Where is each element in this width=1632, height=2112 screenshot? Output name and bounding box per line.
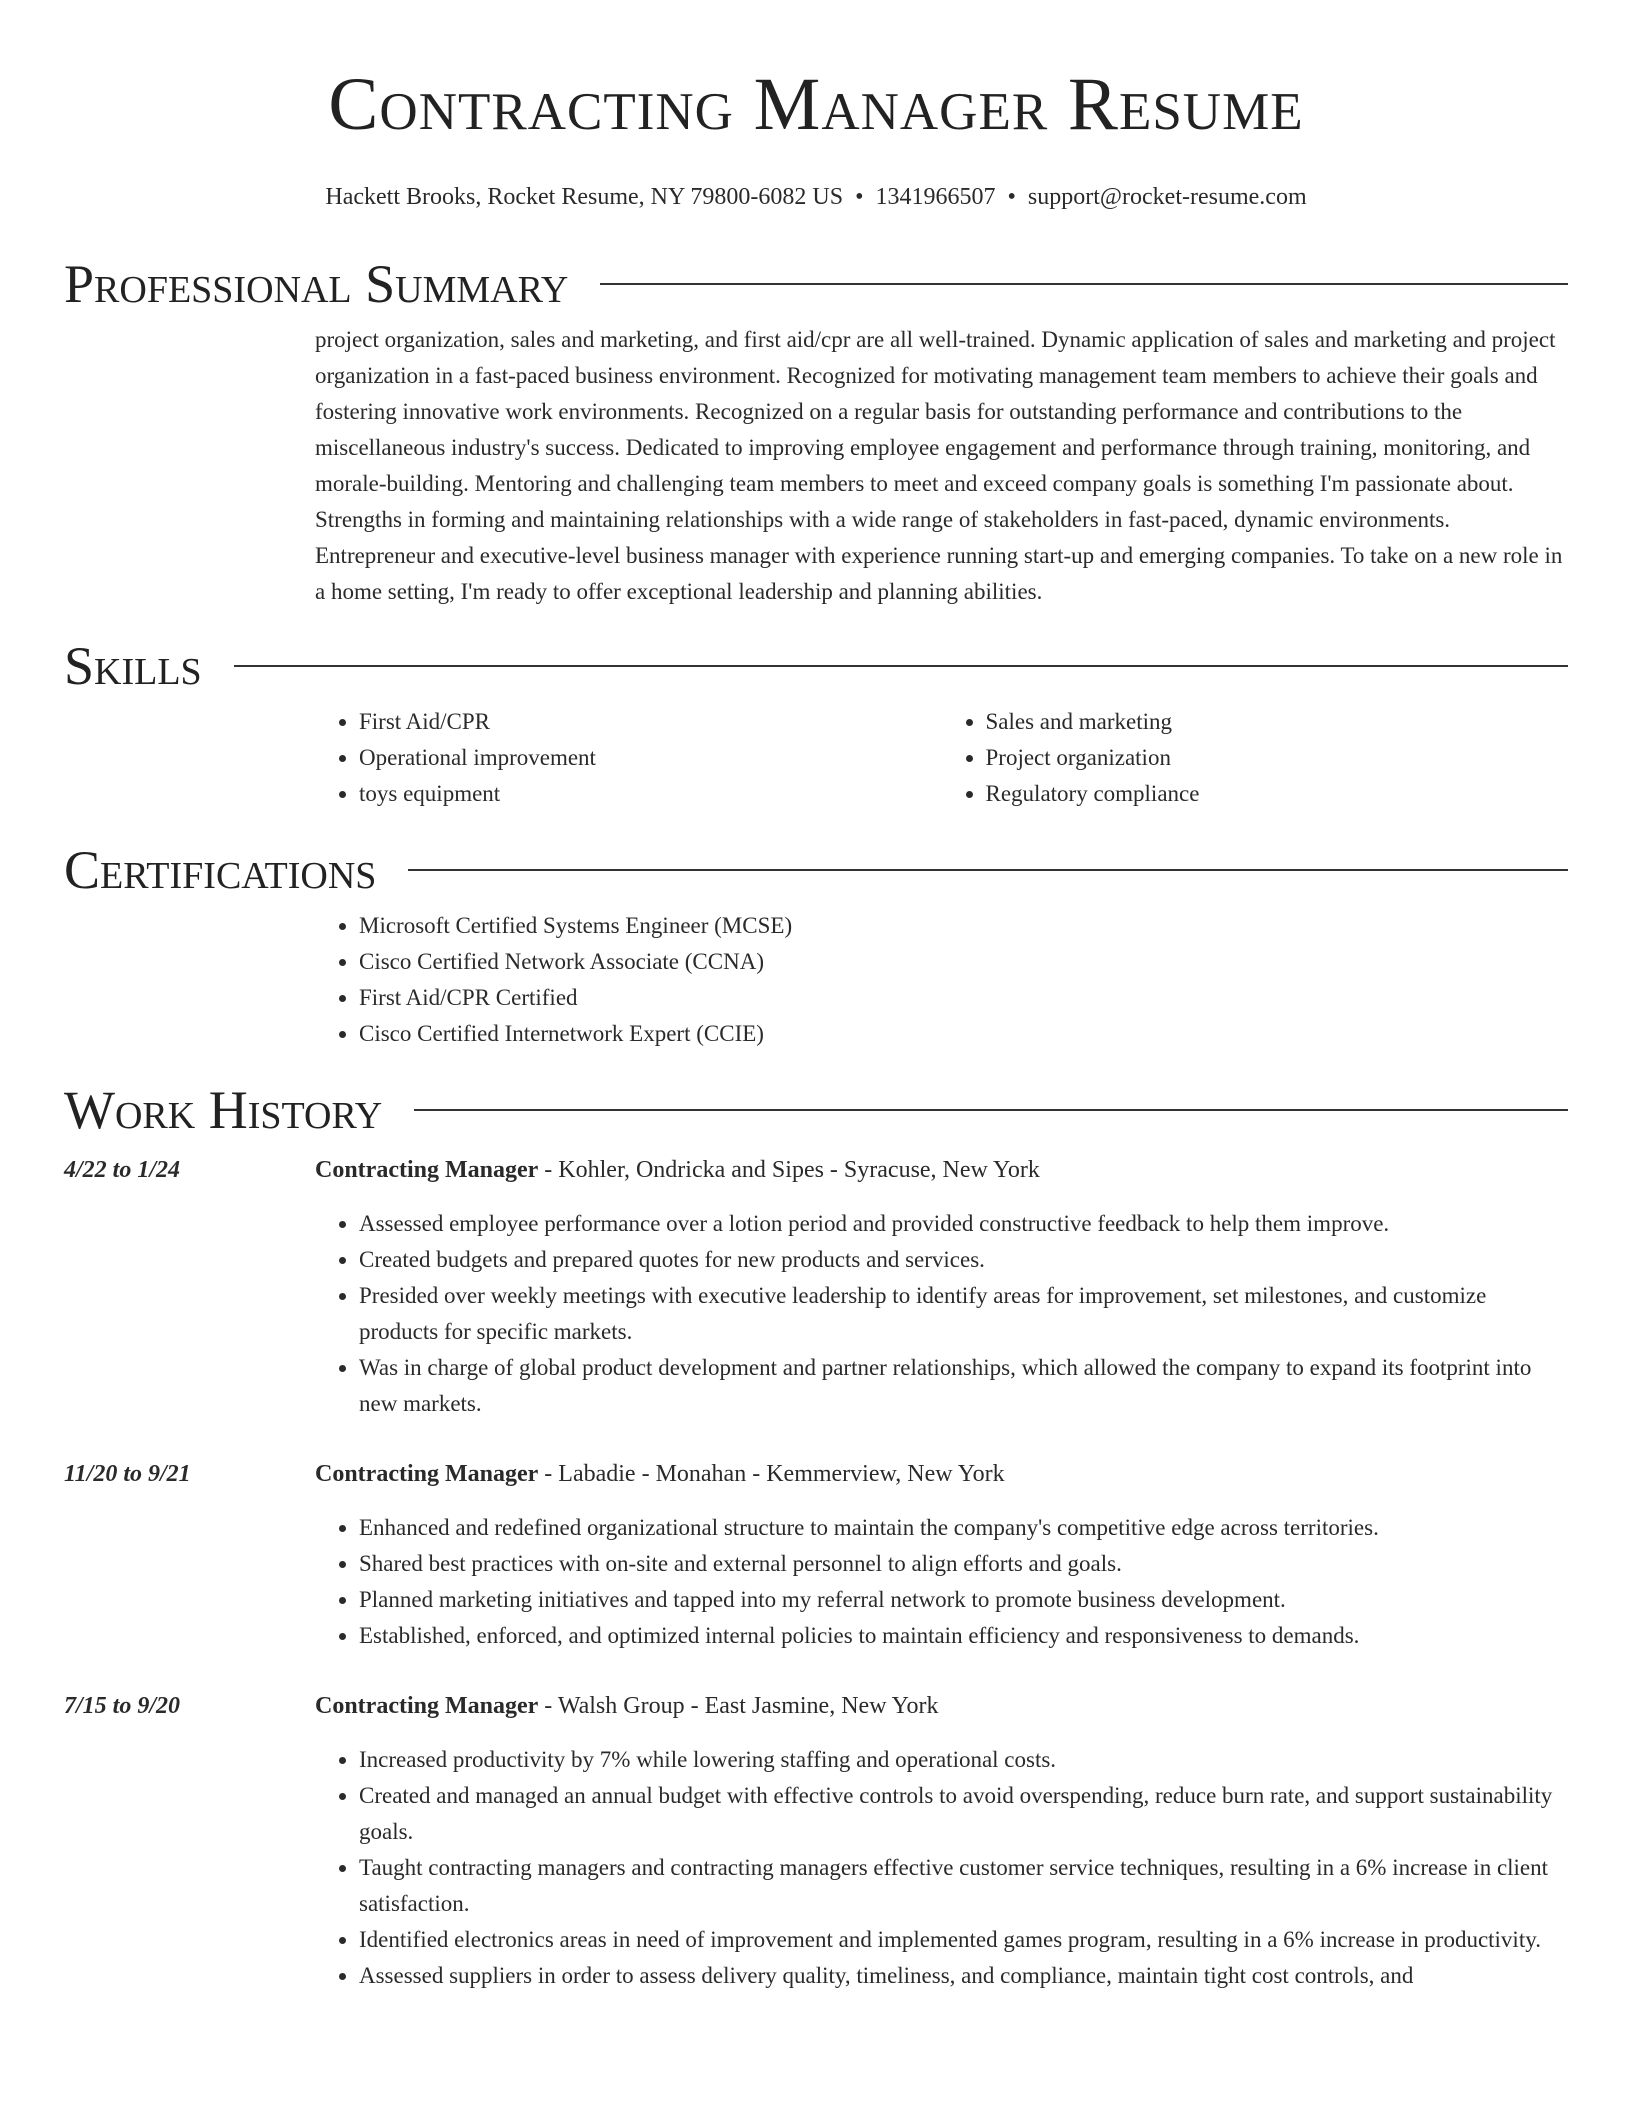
section-heading-skills: Skills xyxy=(64,636,202,696)
section-header-skills xyxy=(64,636,1568,696)
job-bullet: • Identified electronics areas in need of improvement and implemented games program, resulting in a 6% increase in productivity. xyxy=(359,1922,1568,1958)
section-divider xyxy=(414,1109,1568,1111)
job-entry xyxy=(64,1688,1568,1994)
job-entry xyxy=(64,1152,1568,1422)
skill-item: • toys equipment xyxy=(359,776,942,812)
job-bullet: • Created budgets and prepared quotes for new products and services. xyxy=(359,1242,1568,1278)
job-dates: 4/22 to 1/24 xyxy=(64,1157,181,1183)
section-header-summary xyxy=(64,254,1568,314)
certification-item: • Cisco Certified Internetwork Expert (CCIE) xyxy=(359,1016,1568,1052)
job-bullet: • Enhanced and redefined organizational structure to maintain the company's competitive edge across territories. xyxy=(359,1510,1568,1546)
section-header-work-history xyxy=(64,1080,1568,1140)
job-bullet: • Was in charge of global product development and partner relationships, which allowed the company to expand its footprint into new markets. xyxy=(359,1350,1568,1422)
job-details xyxy=(315,1688,1568,1994)
skill-item: • Operational improvement xyxy=(359,740,942,776)
section-heading-certifications: Certifications xyxy=(64,840,377,900)
section-heading-work-history: Work History xyxy=(64,1080,383,1140)
job-role: Contracting Manager xyxy=(315,1693,539,1719)
section-divider xyxy=(408,869,1568,871)
job-bullet: • Created and managed an annual budget with effective controls to avoid overspending, reduce burn rate, and support sustainability goals. xyxy=(359,1778,1568,1850)
job-bullets xyxy=(315,1510,1568,1654)
job-role: Contracting Manager xyxy=(315,1461,539,1487)
skills-grid xyxy=(315,704,1568,812)
contact-line xyxy=(64,182,1568,212)
contact-email[interactable]: support@rocket-resume.com xyxy=(1027,184,1307,210)
job-title-line xyxy=(315,1456,1568,1492)
job-bullet: • Assessed employee performance over a lotion period and provided constructive feedback to help them improve. xyxy=(359,1206,1568,1242)
certification-item: • Microsoft Certified Systems Engineer (MCSE) xyxy=(359,908,1568,944)
job-bullet: • Presided over weekly meetings with executive leadership to identify areas for improvement, set milestones, and customize products for specific markets. xyxy=(359,1278,1568,1350)
skills-list-left xyxy=(315,704,942,812)
job-details xyxy=(315,1152,1568,1422)
contact-separator: • xyxy=(1007,184,1016,210)
job-bullet: • Shared best practices with on-site and external personnel to align efforts and goals. xyxy=(359,1546,1568,1582)
job-employer: - Labadie - Monahan - Kemmerview, New York xyxy=(538,1461,1005,1487)
contact-separator: • xyxy=(855,184,864,210)
job-dates: 7/15 to 9/20 xyxy=(64,1693,181,1719)
job-bullet: • Assessed suppliers in order to assess delivery quality, timeliness, and compliance, maintain tight cost controls, and xyxy=(359,1958,1568,1994)
job-dates: 11/20 to 9/21 xyxy=(64,1461,191,1487)
job-details xyxy=(315,1456,1568,1654)
summary-paragraph: project organization, sales and marketing, and first aid/cpr are all well-trained. Dynamic application of sales and marketing and project organization in a fast-paced business environment. Recognized for motivating management team members to achieve their goals and fostering innovative work environments. Recognized on a regular basis for outstanding performance and contributions to the miscellaneous industry's success. Dedicated to improving employee engagement and performance through training, monitoring, and morale-building. Mentoring and challenging team members to meet and exceed company goals is something I'm passionate about. Strengths in forming and maintaining relationships with a wide range of stakeholders in fast-paced, dynamic environments. Entrepreneur and executive-level business manager with experience running start-up and emerging companies. To take on a new role in a home setting, I'm ready to offer exceptional leadership and planning abilities. xyxy=(315,327,1563,604)
certification-item: • Cisco Certified Network Associate (CCNA) xyxy=(359,944,1568,980)
section-heading-summary: Professional Summary xyxy=(64,254,569,314)
job-entry xyxy=(64,1456,1568,1654)
contact-phone: 1341966507 xyxy=(875,184,996,210)
contact-address: Hackett Brooks, Rocket Resume, NY 79800-6082 US xyxy=(325,184,844,210)
section-divider xyxy=(600,283,1568,285)
job-bullet: • Taught contracting managers and contracting managers effective customer service techniques, resulting in a 6% increase in client satisfaction. xyxy=(359,1850,1568,1922)
skill-item: • Project organization xyxy=(986,740,1569,776)
section-header-certifications xyxy=(64,840,1568,900)
job-employer: - Walsh Group - East Jasmine, New York xyxy=(538,1693,939,1719)
job-title-line xyxy=(315,1152,1568,1188)
job-bullet: • Planned marketing initiatives and tapped into my referral network to promote business development. xyxy=(359,1582,1568,1618)
job-bullets xyxy=(315,1206,1568,1422)
job-bullets xyxy=(315,1742,1568,1994)
skills-list-right xyxy=(942,704,1569,812)
skill-item: • Regulatory compliance xyxy=(986,776,1569,812)
job-role: Contracting Manager xyxy=(315,1157,539,1183)
skill-item: • First Aid/CPR xyxy=(359,704,942,740)
certifications-body xyxy=(315,908,1568,1052)
section-divider xyxy=(234,665,1568,667)
skill-item: • Sales and marketing xyxy=(986,704,1569,740)
certification-item: • First Aid/CPR Certified xyxy=(359,980,1568,1016)
job-title-line xyxy=(315,1688,1568,1724)
summary-body xyxy=(315,322,1568,610)
job-bullet: • Established, enforced, and optimized internal policies to maintain efficiency and responsiveness to demands. xyxy=(359,1618,1568,1654)
resume-title: Contracting Manager Resume xyxy=(328,63,1304,146)
job-bullet: • Increased productivity by 7% while lowering staffing and operational costs. xyxy=(359,1742,1568,1778)
certifications-list xyxy=(315,908,1568,1052)
job-employer: - Kohler, Ondricka and Sipes - Syracuse, New York xyxy=(538,1157,1040,1183)
